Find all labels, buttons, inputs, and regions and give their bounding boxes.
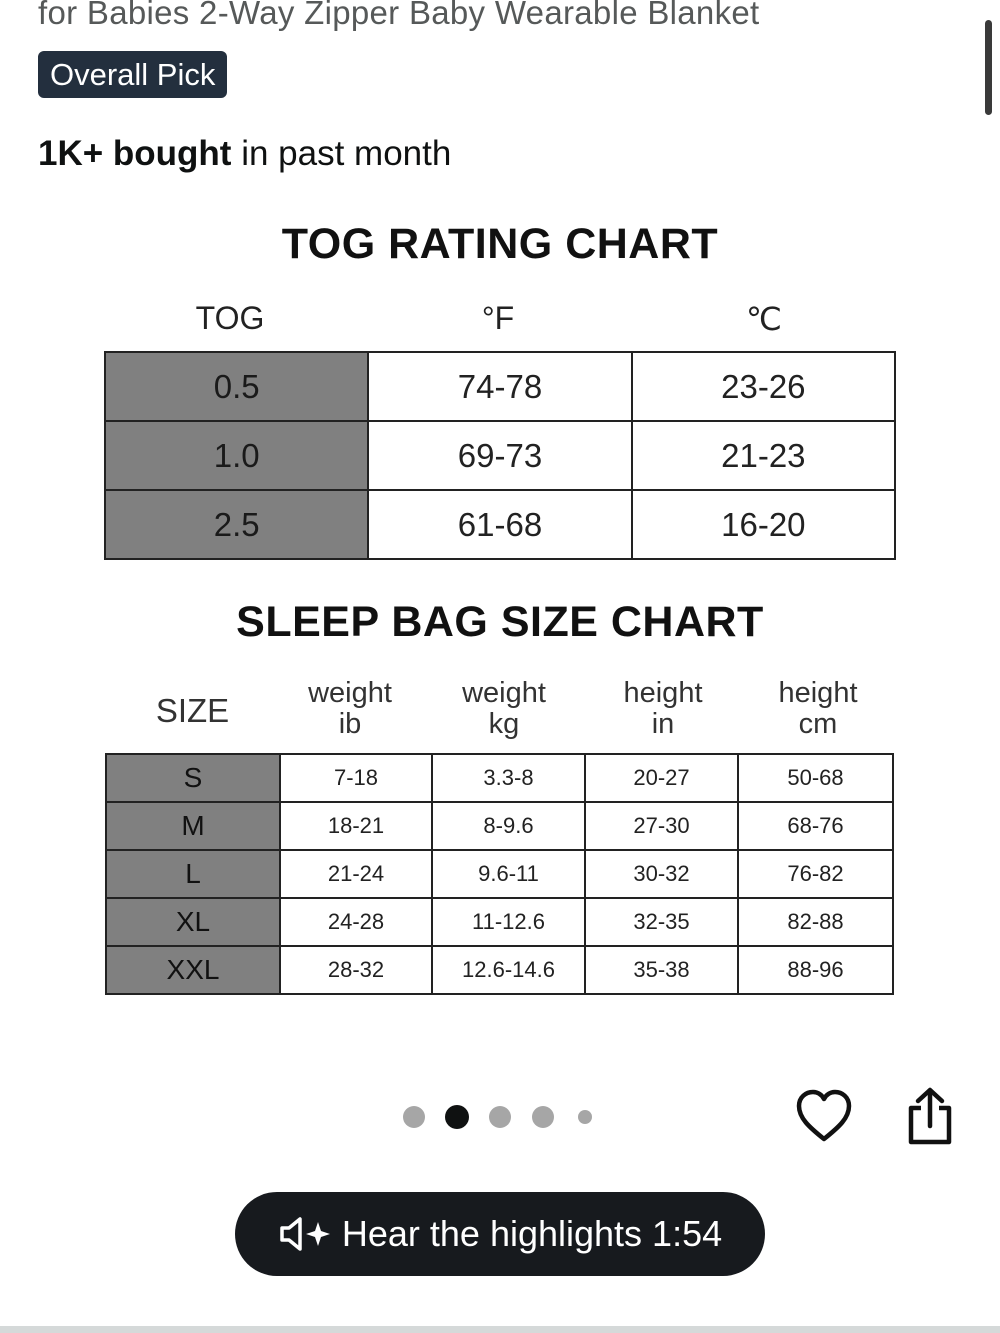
size-chart-title: SLEEP BAG SIZE CHART <box>236 598 764 646</box>
size-cell: S <box>106 754 280 802</box>
height-cm-cell: 88-96 <box>738 946 893 994</box>
size-chart-table <box>105 753 894 995</box>
weight-lb-cell: 21-24 <box>280 850 432 898</box>
size-header-weight-lb <box>282 678 418 740</box>
table-row <box>106 850 893 898</box>
bought-count <box>38 134 451 174</box>
weight-kg-cell: 3.3-8 <box>432 754 585 802</box>
speaker-sparkle-icon <box>278 1214 330 1254</box>
weight-kg-cell: 12.6-14.6 <box>432 946 585 994</box>
table-row <box>105 352 895 421</box>
height-in-cell: 27-30 <box>585 802 738 850</box>
table-row <box>106 802 893 850</box>
table-row <box>106 946 893 994</box>
size-cell: M <box>106 802 280 850</box>
size-cell: XXL <box>106 946 280 994</box>
size-header-line2: in <box>651 708 675 740</box>
height-cm-cell: 82-88 <box>738 898 893 946</box>
tog-value-cell: 0.5 <box>105 352 368 421</box>
height-in-cell: 35-38 <box>585 946 738 994</box>
height-in-cell: 20-27 <box>585 754 738 802</box>
size-header-line1: weight <box>308 677 392 709</box>
size-header-line1: weight <box>462 677 546 709</box>
bottom-divider <box>0 1326 1000 1333</box>
size-header-line2: cm <box>798 708 838 740</box>
height-in-cell: 30-32 <box>585 850 738 898</box>
weight-lb-cell: 7-18 <box>280 754 432 802</box>
fahrenheit-cell: 61-68 <box>368 490 631 559</box>
size-header-line2: ib <box>338 708 362 740</box>
product-title: for Babies 2-Way Zipper Baby Wearable Blanket <box>38 0 760 31</box>
size-header-weight-kg <box>434 678 574 740</box>
carousel-dot[interactable] <box>532 1106 554 1128</box>
tog-value-cell: 1.0 <box>105 421 368 490</box>
overall-pick-badge[interactable]: Overall Pick <box>38 51 227 98</box>
size-header-size: SIZE <box>155 692 230 729</box>
share-icon[interactable] <box>903 1086 957 1146</box>
fahrenheit-cell: 69-73 <box>368 421 631 490</box>
hear-highlights-label: Hear the highlights 1:54 <box>341 1213 723 1254</box>
size-header-line1: height <box>778 677 858 709</box>
tog-header-tog: TOG <box>195 300 265 336</box>
size-header-height-in <box>594 678 732 740</box>
product-image[interactable] <box>0 190 1000 1050</box>
tog-chart-title: TOG RATING CHART <box>281 220 719 268</box>
hear-highlights-button[interactable] <box>235 1192 765 1276</box>
weight-lb-cell: 18-21 <box>280 802 432 850</box>
scrollbar[interactable] <box>985 20 992 115</box>
carousel-dot[interactable] <box>578 1110 592 1124</box>
height-cm-cell: 76-82 <box>738 850 893 898</box>
weight-kg-cell: 8-9.6 <box>432 802 585 850</box>
size-header-line1: height <box>623 677 703 709</box>
weight-lb-cell: 28-32 <box>280 946 432 994</box>
celsius-cell: 23-26 <box>632 352 895 421</box>
carousel-dot[interactable] <box>403 1106 425 1128</box>
table-row <box>105 421 895 490</box>
fahrenheit-cell: 74-78 <box>368 352 631 421</box>
bought-count-suffix: in past month <box>231 134 452 173</box>
heart-icon[interactable] <box>795 1087 853 1145</box>
weight-kg-cell: 11-12.6 <box>432 898 585 946</box>
tog-header-fahrenheit: °F <box>481 300 515 336</box>
celsius-cell: 21-23 <box>632 421 895 490</box>
height-cm-cell: 50-68 <box>738 754 893 802</box>
height-cm-cell: 68-76 <box>738 802 893 850</box>
size-cell: L <box>106 850 280 898</box>
height-in-cell: 32-35 <box>585 898 738 946</box>
weight-kg-cell: 9.6-11 <box>432 850 585 898</box>
tog-value-cell: 2.5 <box>105 490 368 559</box>
weight-lb-cell: 24-28 <box>280 898 432 946</box>
size-header-height-cm <box>748 678 888 740</box>
carousel-dot-active[interactable] <box>445 1105 469 1129</box>
tog-header-celsius: ℃ <box>746 301 782 337</box>
celsius-cell: 16-20 <box>632 490 895 559</box>
tog-rating-table <box>104 351 896 560</box>
size-cell: XL <box>106 898 280 946</box>
size-header-line2: kg <box>488 708 520 740</box>
bought-count-bold: 1K+ bought <box>38 134 232 173</box>
table-row <box>105 490 895 559</box>
table-row <box>106 754 893 802</box>
carousel-dot[interactable] <box>489 1106 511 1128</box>
table-row <box>106 898 893 946</box>
